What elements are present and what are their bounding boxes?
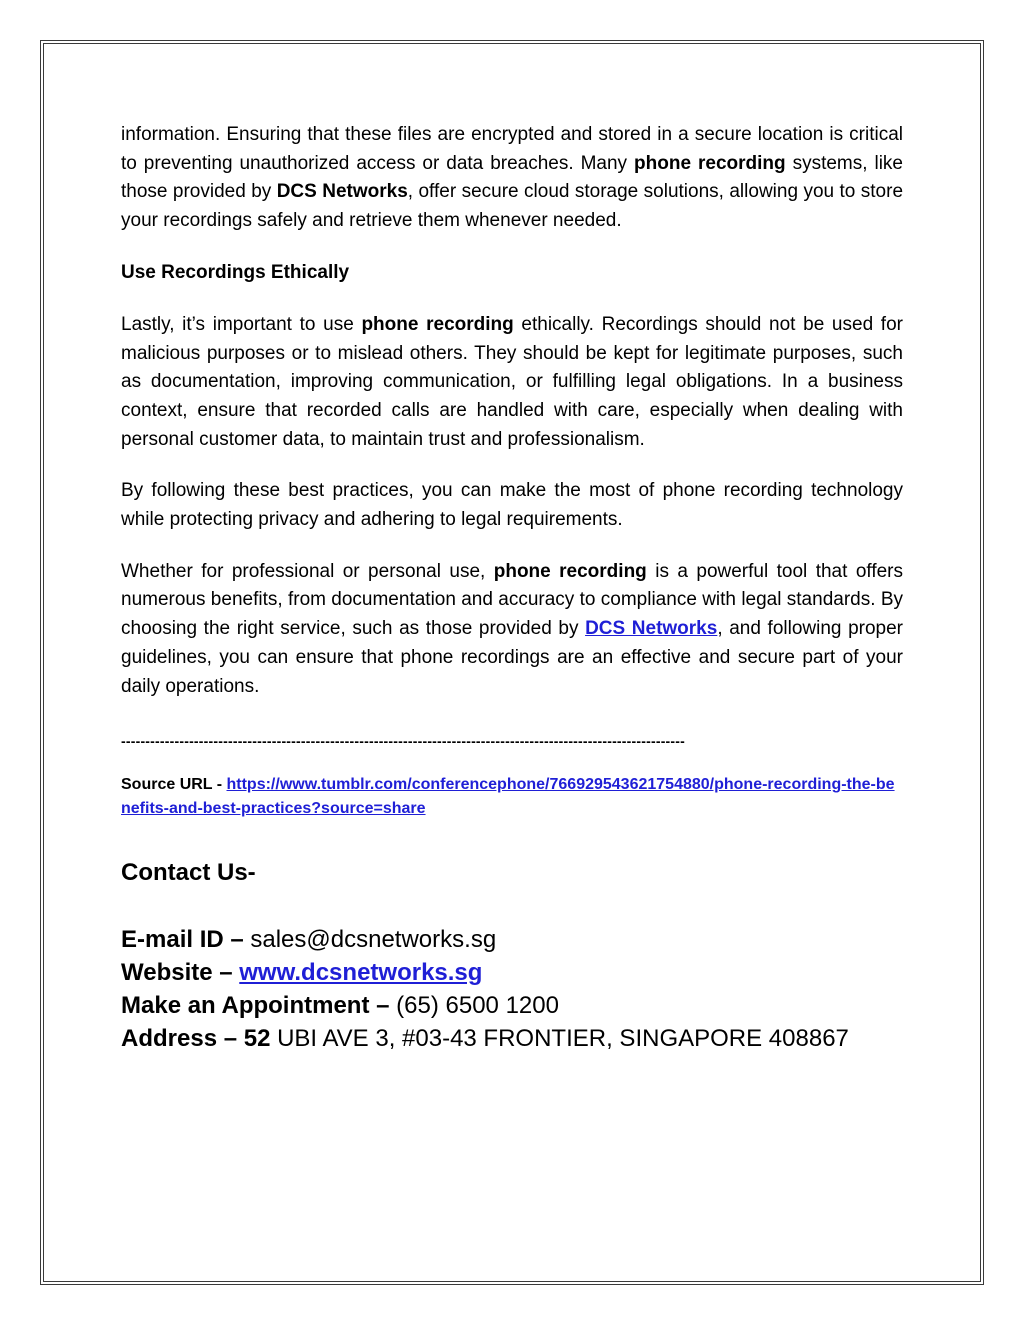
bold-phrase: phone recording [361,313,514,335]
email-label: E-mail ID – [121,926,251,954]
paragraph-text: , and following proper guidelines, you can ensure that phone recordings are an effective and secure part of your daily operations. [121,618,904,697]
source-label: Source URL - [121,776,227,794]
website-label: Website – [121,959,240,987]
paragraph-text: systems, like those provided by [121,152,903,203]
paragraph-text: ethically. Recordings should not be used for malicious purposes or to mislead others. They should be kept for legitimate purposes, such as documentation, improving communication, or fulfilling legal obligations. In a business context, ensure that recorded calls are handled with care, especially when dealing with personal customer data, to maintain trust and professionalism. [121,313,903,450]
paragraph-secure-storage [121,121,903,236]
source-url [121,773,903,821]
paragraph-text: information. Ensuring that these files are encrypted and stored in a secure location is critical to preventing unauthorized access or data breaches. Many [121,124,903,174]
contact-address [121,1022,903,1055]
section-heading: Use Recordings Ethically [121,261,350,283]
dcs-networks-link[interactable]: DCS Networks [585,618,718,640]
paragraph-text: Lastly, it’s important to use [121,313,362,335]
bold-phrase: DCS Networks [276,181,408,203]
address-value: UBI AVE 3, #03-43 FRONTIER, SINGAPORE 408867 [270,1025,849,1053]
email-value: sales@dcsnetworks.sg [250,926,497,954]
contact-appointment [121,989,903,1022]
paragraph-conclusion [121,558,903,702]
paragraph-text: is a powerful tool that offers numerous benefits, from documentation and accuracy to compliance with legal standards. By choosing the right service, such as those provided by [121,560,904,640]
paragraph-text: Whether for professional or personal use, [121,560,494,582]
appointment-phone: (65) 6500 1200 [396,992,559,1020]
source-url-link[interactable]: https://www.tumblr.com/conferencephone/766929543621754880/phone-recording-the-benefits-and-best-practices?source=share [121,776,895,818]
paragraph-best-practices: By following these best practices, you can make the most of phone recording technology while protecting privacy and adhering to legal requirements. [121,480,903,531]
contact-email [121,923,903,956]
website-link[interactable]: www.dcsnetworks.sg [239,959,483,987]
address-label: Address – 52 [121,1025,271,1053]
contact-heading: Contact Us- [121,859,256,887]
bold-phrase: phone recording [493,560,647,582]
paragraph-text: , offer secure cloud storage solutions, allowing you to store your recordings safely and retrieve them whenever needed. [121,181,904,232]
bold-phrase: phone recording [634,152,786,174]
appointment-label: Make an Appointment – [121,992,397,1020]
dashed-divider: -------------------------------------------------------------------------------------------------------------------- [121,733,686,750]
contact-website [121,956,903,989]
document-content [121,121,903,1055]
paragraph-ethics [121,311,903,455]
